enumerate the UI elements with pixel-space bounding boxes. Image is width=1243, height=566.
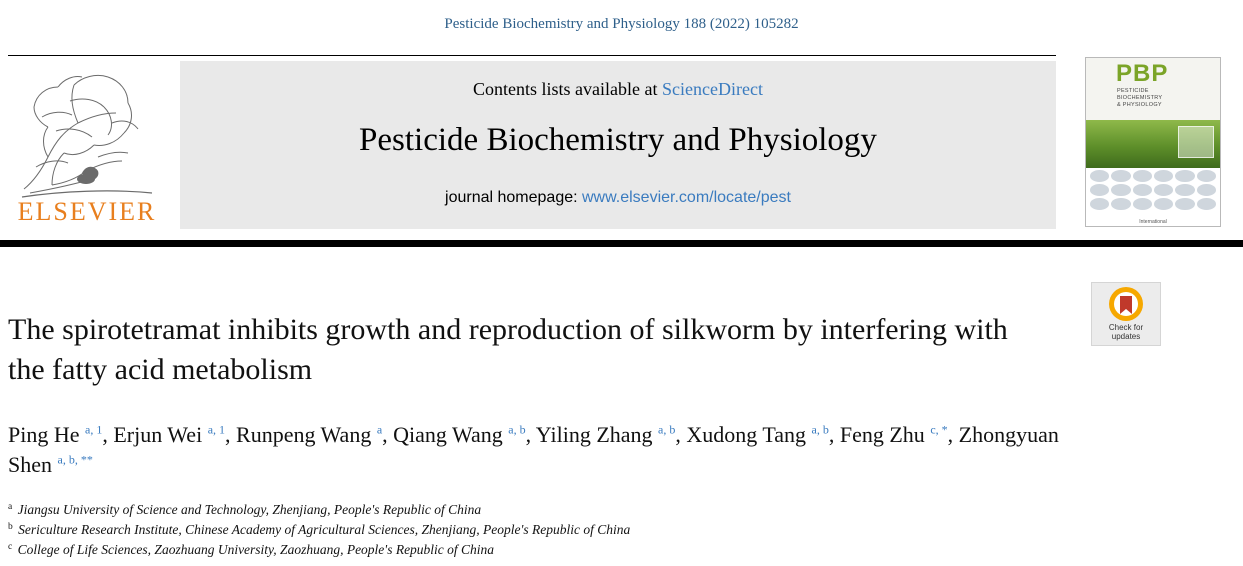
page-title: The spirotetramat inhibits growth and reproduction of silkworm by interfering with the fatty acid metabolism bbox=[8, 313, 1008, 386]
crossmark-label bbox=[1092, 323, 1160, 341]
affiliation-list bbox=[8, 500, 1108, 560]
contents-line bbox=[180, 79, 1056, 100]
journal-homepage-link[interactable]: www.elsevier.com/locate/pest bbox=[582, 189, 791, 206]
cover-photo bbox=[1086, 120, 1220, 168]
crossmark-line1: Check for bbox=[1108, 323, 1144, 332]
affiliation-item: $^a$ Jiangsu University of Science and Technology, Zhenjiang, People's Republic of China bbox=[8, 501, 482, 517]
cover-grid bbox=[1090, 170, 1216, 210]
affiliation-item: $^c$ College of Life Sciences, Zaozhuang University, Zaozhuang, People's Republic of China bbox=[8, 541, 495, 557]
header-divider-bar bbox=[0, 240, 1243, 247]
elsevier-logo bbox=[8, 61, 168, 231]
cover-footer: International bbox=[1139, 219, 1167, 225]
author-list: Ping He $^{a, 1}$, Erjun Wei $^{a, 1}$, Runpeng Wang $^a$, Qiang Wang $^{a, b}$, Yiling Zhang $^{a, b}$, Xudong Tang $^{a, b}$, Feng Zhu $^{c, *}$, Zhongyuan Shen $^{a, b, **}$ bbox=[8, 422, 1059, 477]
running-head: Pesticide Biochemistry and Physiology 188 (2022) 105282 bbox=[444, 16, 799, 32]
contents-prefix: Contents lists available at bbox=[473, 79, 662, 99]
journal-cover-thumbnail[interactable] bbox=[1085, 57, 1221, 227]
affiliation-item: $^b$ Sericulture Research Institute, Chinese Academy of Agricultural Sciences, Zhenjiang, People's Republic of China bbox=[8, 521, 631, 537]
cover-subtitle: PESTICIDE BIOCHEMISTRY & PHYSIOLOGY bbox=[1117, 88, 1163, 108]
masthead-top-rule bbox=[8, 55, 1056, 56]
elsevier-tree-icon bbox=[12, 61, 162, 201]
cover-acronym: PBP bbox=[1116, 60, 1169, 87]
elsevier-wordmark: ELSEVIER bbox=[17, 197, 157, 226]
crossmark-line2: updates bbox=[1111, 332, 1141, 341]
journal-band bbox=[180, 61, 1056, 229]
crossmark-badge[interactable] bbox=[1091, 282, 1161, 346]
sciencedirect-link[interactable]: ScienceDirect bbox=[662, 79, 763, 99]
homepage-line bbox=[180, 189, 1056, 207]
journal-masthead bbox=[8, 55, 1235, 230]
homepage-prefix: journal homepage: bbox=[445, 189, 582, 206]
journal-title: Pesticide Biochemistry and Physiology bbox=[359, 122, 877, 158]
crossmark-icon bbox=[1109, 287, 1143, 321]
